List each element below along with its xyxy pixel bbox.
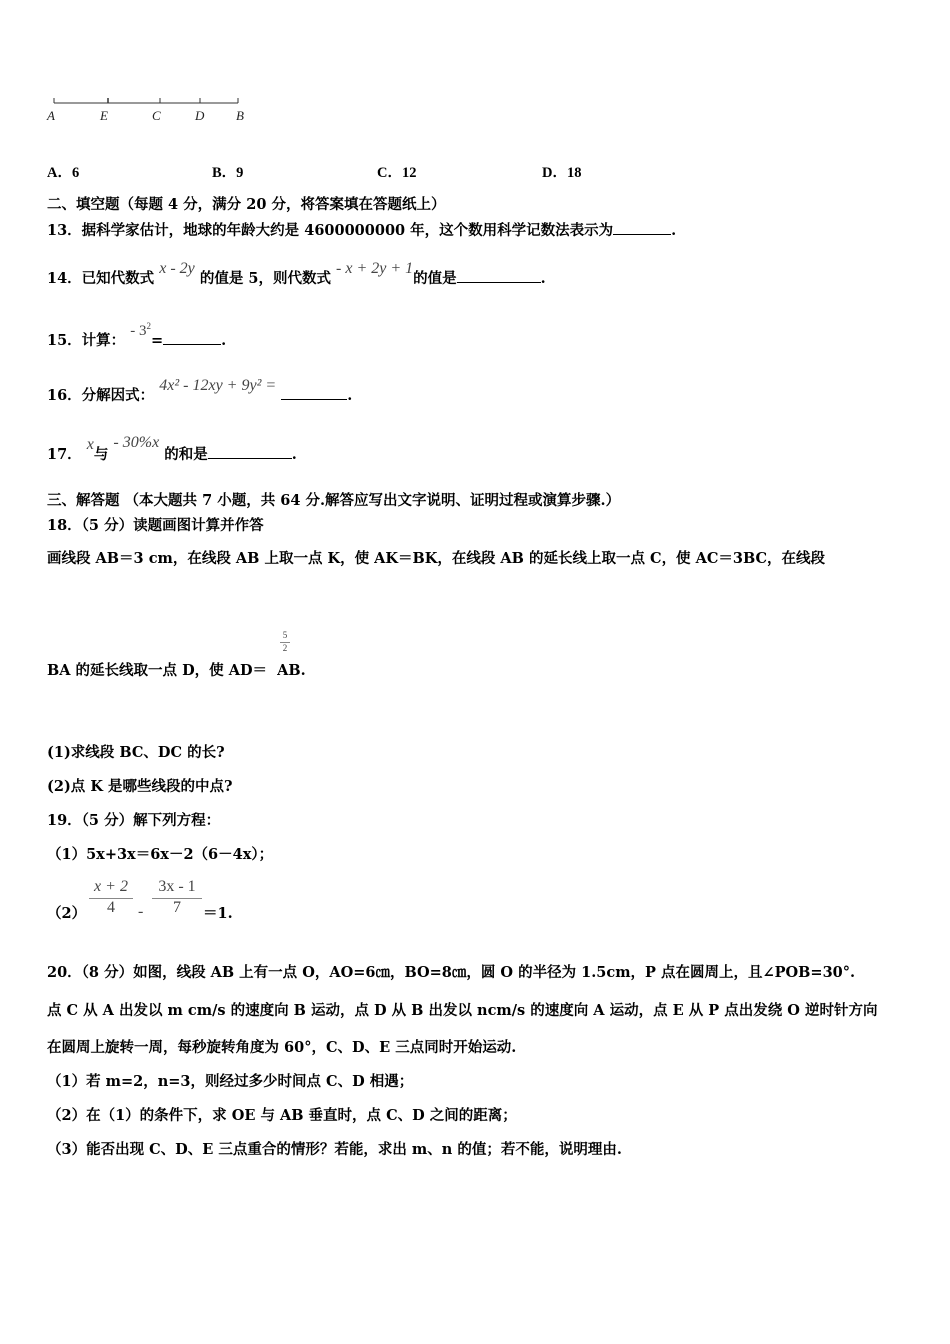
q14-text-b: 的值是 5，则代数式 (199, 270, 331, 287)
q18-fraction (280, 630, 290, 653)
q14-text-a: 14．已知代数式 (47, 270, 155, 287)
q16-expr: 4x² - 12xy + 9y² = (159, 377, 277, 394)
label-b: B (236, 108, 244, 123)
q20-line2: 点 C 从 A 出发以 m cm/s 的速度向 B 运动，点 D 从 B 出发以 ncm/s 的速度向 A 运动，点 E 从 P 点出发绕 O 逆时针方向 (47, 1002, 878, 1019)
q14-period: . (540, 270, 546, 287)
q16-blank (281, 385, 347, 400)
segment-figure (50, 96, 250, 108)
q18-line2-a: BA 的延长线取一点 D，使 AD＝ (47, 662, 268, 679)
q16-text: 16．分解因式： (47, 387, 155, 404)
q15-text: 15．计算： (47, 332, 126, 349)
option-c: C．12 (377, 165, 417, 181)
q14-text-c: 的值是 (413, 270, 457, 287)
section2-heading: 二、填空题（每题 4 分，满分 20 分，将答案填在答题纸上） (47, 196, 446, 213)
q19-fraction1 (89, 878, 133, 917)
question-14 (47, 260, 546, 289)
q17-x: x (86, 436, 94, 453)
q14-expr1: x - 2y (159, 260, 195, 277)
q19-part1: （1）5x+3x＝6x－2（6－4x）； (47, 846, 274, 863)
q15-equals: = (151, 332, 164, 349)
q15-blank (163, 330, 221, 345)
q17-expr: - 30%x (113, 434, 160, 451)
q13-text: 13．据科学家估计，地球的年龄大约是 4600000000 年，这个数用科学记数法表示为 (47, 222, 614, 239)
q19-part2-end: ＝1. (203, 905, 233, 922)
question-13 (47, 220, 676, 241)
q18-frac-num: 5 (282, 630, 288, 640)
q18-part2: (2)点 K 是哪些线段的中点? (47, 778, 233, 795)
label-a: A (47, 108, 55, 123)
label-c: C (152, 108, 161, 123)
q17-with: 与 (93, 446, 109, 463)
q19-title: 19．（5 分）解下列方程： (47, 812, 221, 829)
q19-frac1-num: x + 2 (94, 878, 128, 895)
section3-heading: 三、解答题 （本大题共 7 小题，共 64 分.解答应写出文字说明、证明过程或演算步骤.） (47, 492, 621, 509)
q19-frac2-num: 3x - 1 (158, 878, 196, 895)
q17-period: . (291, 446, 297, 463)
q19-frac1-den: 4 (89, 898, 133, 917)
q17-blank (208, 444, 292, 459)
q15-expr: - $3^2$ (130, 321, 151, 339)
q18-title: 18．（5 分）读题画图计算并作答 (47, 517, 264, 534)
q18-line1: 画线段 AB＝3 cm，在线段 AB 上取一点 K，使 AK＝BK，在线段 AB 的延长线上取一点 C，使 AC＝3BC，在线段 (47, 550, 826, 567)
q20-line1: 20．（8 分）如图，线段 AB 上有一点 O，AO=6㎝，BO=8㎝，圆 O 的半径为 1.5cm，P 点在圆周上，且∠POB=30°. (47, 964, 856, 981)
label-d: D (195, 108, 205, 123)
option-b: B．9 (212, 165, 244, 181)
q20-line3: 在圆周上旋转一周，每秒旋转角度为 60°，C、D、E 三点同时开始运动. (47, 1039, 517, 1056)
question-16 (47, 377, 353, 406)
option-a: A．6 (47, 165, 80, 181)
option-d: D．18 (542, 165, 582, 181)
q16-period: . (347, 387, 353, 404)
q20-part3: （3）能否出现 C、D、E 三点重合的情形？若能，求出 m、n 的值；若不能，说明理由. (47, 1141, 622, 1158)
q14-blank (457, 268, 541, 283)
q18-part1: (1)求线段 BC、DC 的长? (47, 744, 225, 761)
q18-frac-den: 2 (280, 642, 290, 653)
q17-text-a: 17． (47, 446, 82, 463)
q18-line2-b: AB. (277, 662, 306, 679)
label-e: E (100, 108, 108, 123)
q17-text-b: 的和是 (164, 446, 208, 463)
q20-part1: （1）若 m=2，n=3，则经过多少时间点 C、D 相遇； (47, 1073, 414, 1090)
q20-part2: （2）在（1）的条件下，求 OE 与 AB 垂直时，点 C、D 之间的距离； (47, 1107, 517, 1124)
q19-part2-label: （2） (47, 905, 87, 922)
q14-expr2: - x + 2y + 1 (336, 260, 414, 277)
q15-period: . (221, 332, 227, 349)
question-15 (47, 321, 227, 351)
q18-line2 (47, 661, 306, 681)
q19-frac2-den: 7 (152, 898, 202, 917)
question-17 (47, 434, 297, 465)
q19-minus: - (138, 903, 144, 920)
q13-period: . (671, 222, 677, 239)
q13-blank (613, 220, 671, 235)
q19-fraction2 (152, 878, 202, 917)
